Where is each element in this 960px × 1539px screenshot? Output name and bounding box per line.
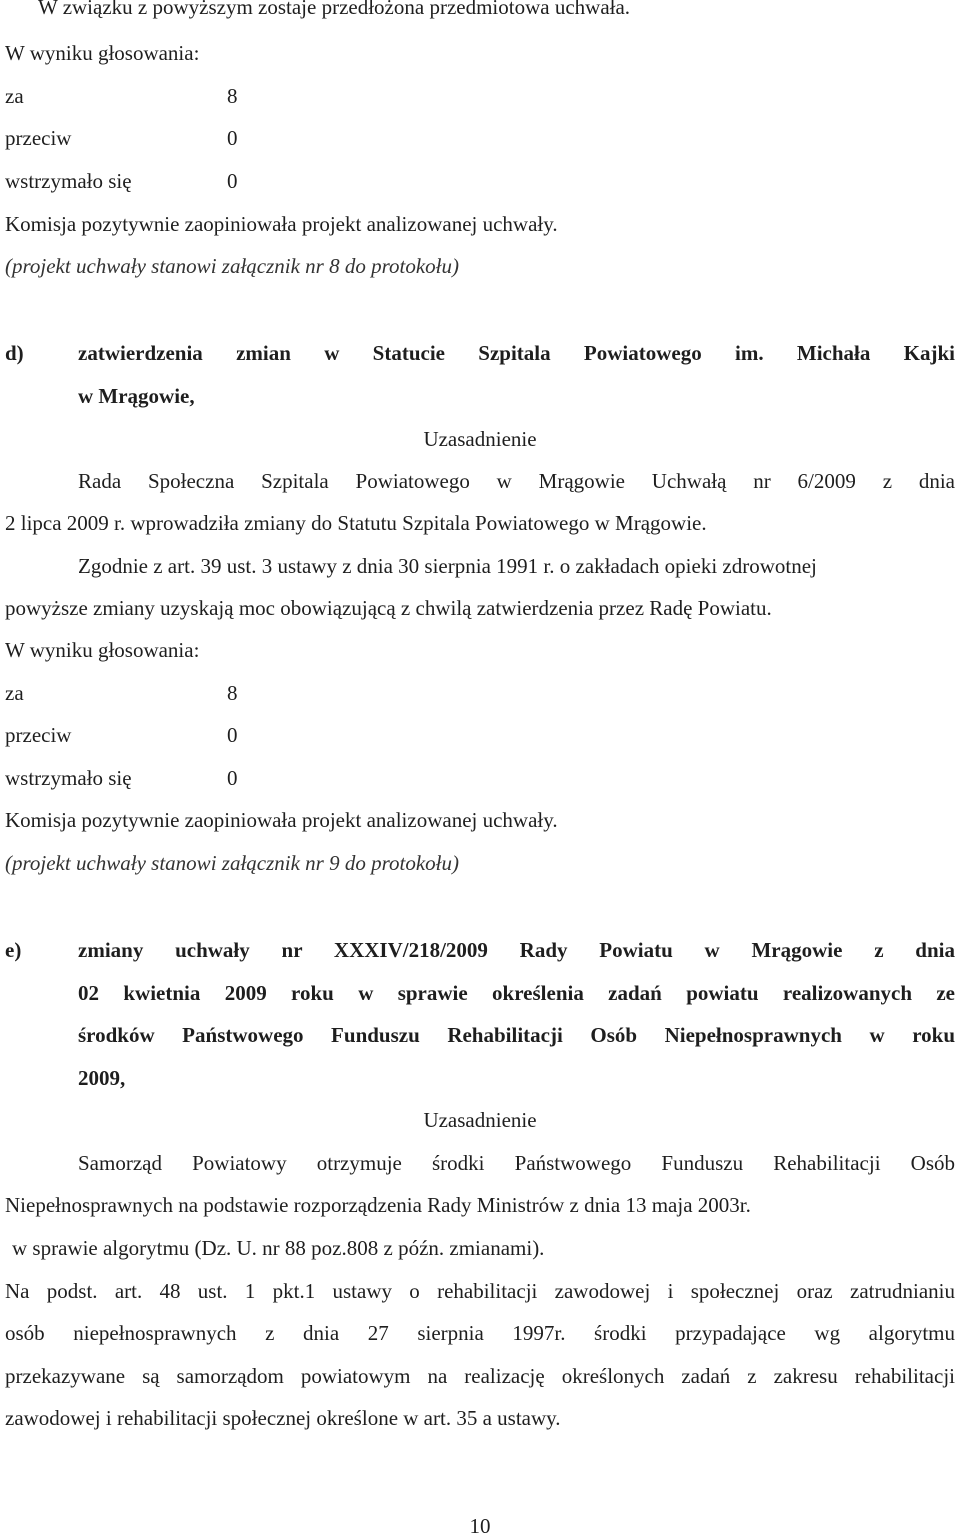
vote-wstrzymalo-value: 0 [227,169,238,193]
section-d-vote-przeciw-label: przeciw [5,723,72,747]
section-e-marker: e) [5,938,22,962]
section-e-para2-cont2: przekazywane są samorządom powiatowym na realizację określonych zadań z zakresu rehabilitacji [5,1364,955,1388]
section-d-commission-opinion: Komisja pozytywnie zaopiniowała projekt analizowanej uchwały. [5,808,558,832]
vote-heading: W wyniku głosowania: [5,41,200,65]
attachment-note: (projekt uchwały stanowi załącznik nr 8 do protokołu) [5,254,459,278]
section-d-vote-heading: W wyniku głosowania: [5,638,200,662]
section-d-para1: Rada Społeczna Szpitala Powiatowego w Mrągowie Uchwałą nr 6/2009 z dnia [78,469,955,493]
vote-przeciw-label: przeciw [5,126,72,150]
section-d-vote-za-label: za [5,681,24,705]
commission-opinion: Komisja pozytywnie zaopiniowała projekt analizowanej uchwały. [5,212,558,236]
section-e-title-line3: środków Państwowego Funduszu Rehabilitacji Osób Niepełnosprawnych w roku [78,1023,955,1047]
section-e-title-line4: 2009, [78,1066,126,1090]
section-d-marker: d) [5,341,24,365]
vote-za-value: 8 [227,84,238,108]
section-d-title: zatwierdzenia zmian w Statucie Szpitala Powiatowego im. Michała Kajki [78,341,955,365]
vote-przeciw-value: 0 [227,126,238,150]
section-d-attachment-note: (projekt uchwały stanowi załącznik nr 9 do protokołu) [5,851,459,875]
section-e-title-line2: 02 kwietnia 2009 roku w sprawie określenia zadań powiatu realizowanych ze [78,981,955,1005]
section-d-para1-cont: 2 lipca 2009 r. wprowadziła zmiany do Statutu Szpitala Powiatowego w Mrągowie. [5,511,707,535]
section-d-vote-przeciw-value: 0 [227,723,238,747]
section-e-para2-cont: osób niepełnosprawnych z dnia 27 sierpnia 1997r. środki przypadające wg algorytmu [5,1321,955,1345]
section-e-justification-heading: Uzasadnienie [423,1108,537,1132]
section-e-para1-cont2: w sprawie algorytmu (Dz. U. nr 88 poz.808 z późn. zmianami). [12,1236,545,1260]
section-e-para1: Samorząd Powiatowy otrzymuje środki Państwowego Funduszu Rehabilitacji Osób [78,1151,955,1175]
section-d-vote-wstrzymalo-value: 0 [227,766,238,790]
vote-wstrzymalo-label: wstrzymało się [5,169,132,193]
section-e-para1-cont: Niepełnosprawnych na podstawie rozporządzenia Rady Ministrów z dnia 13 maja 2003r. [5,1193,751,1217]
section-d-para2-cont: powyższe zmiany uzyskają moc obowiązującą z chwilą zatwierdzenia przez Radę Powiatu. [5,596,772,620]
section-e-para2-cont3: zawodowej i rehabilitacji społecznej określone w art. 35 a ustawy. [5,1406,561,1430]
section-d-vote-wstrzymalo-label: wstrzymało się [5,766,132,790]
section-d-para2: Zgodnie z art. 39 ust. 3 ustawy z dnia 30 sierpnia 1991 r. o zakładach opieki zdrowotnej [78,554,817,578]
section-e-title-line1: zmiany uchwały nr XXXIV/218/2009 Rady Powiatu w Mrągowie z dnia [78,938,955,962]
section-d-title-cont: w Mrągowie, [78,384,195,408]
section-d-justification-heading: Uzasadnienie [423,427,537,451]
section-e-para2: Na podst. art. 48 ust. 1 pkt.1 ustawy o rehabilitacji zawodowej i społecznej oraz zatrudnianiu [5,1279,955,1303]
page-number: 10 [469,1514,491,1538]
section-d-vote-za-value: 8 [227,681,238,705]
intro-text: W związku z powyższym zostaje przedłożona przedmiotowa uchwała. [38,0,631,19]
vote-za-label: za [5,84,24,108]
